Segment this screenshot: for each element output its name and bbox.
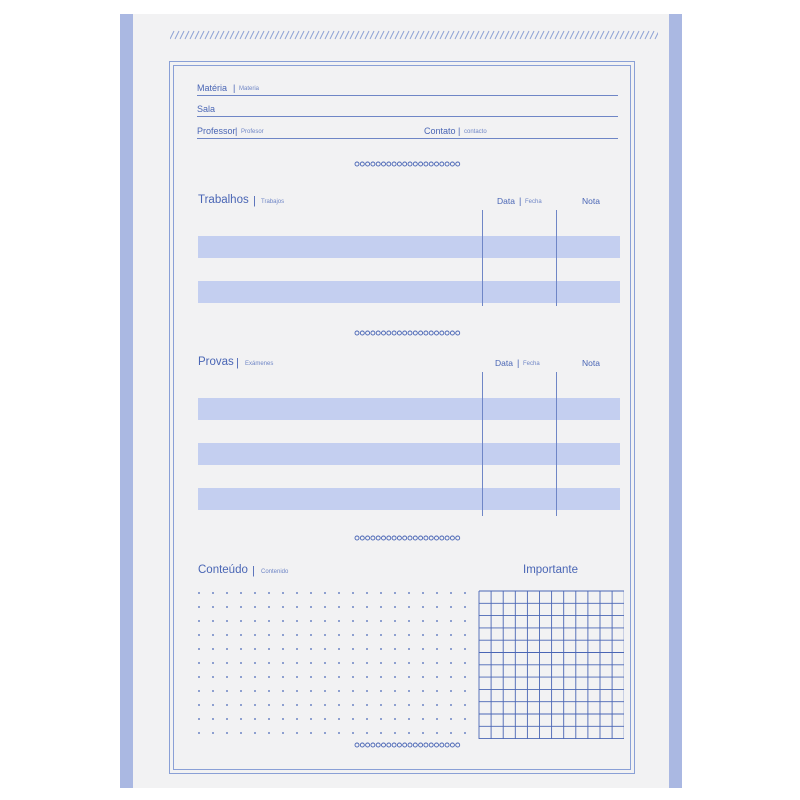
sala-line <box>197 116 618 117</box>
trabalhos-separator: | <box>253 195 256 207</box>
contato-separator: | <box>458 126 461 136</box>
right-color-band <box>669 14 682 788</box>
trabalhos-date-sub-label: Fecha <box>525 199 542 205</box>
ring-divider <box>354 330 464 336</box>
contato-sub-label: contacto <box>464 129 487 135</box>
trabalhos-date-separator: | <box>519 196 522 206</box>
top-hatch-decoration <box>170 30 658 40</box>
trabalhos-date-column-line <box>482 210 483 306</box>
notebook-page <box>120 14 682 788</box>
left-color-band <box>120 14 133 788</box>
provas-sub-title: Exámenes <box>245 361 274 367</box>
sala-label: Sala <box>197 104 216 114</box>
trabalhos-title: Trabalhos <box>198 194 249 206</box>
importante-title: Importante <box>523 564 578 576</box>
conteudo-separator: | <box>252 565 255 577</box>
conteudo-sub-title: Contenido <box>261 569 289 575</box>
ring-divider <box>354 742 464 748</box>
professor-contato-line <box>197 138 618 139</box>
trabalhos-date-label: Data <box>497 196 515 206</box>
materia-line <box>197 95 618 96</box>
square-grid-area[interactable] <box>478 590 624 740</box>
materia-sub-label: Materia <box>239 86 260 92</box>
materia-separator: | <box>233 83 236 93</box>
materia-label: Matéria <box>197 83 228 93</box>
trabalhos-grade-label: Nota <box>582 196 600 206</box>
provas-date-separator: | <box>517 358 520 368</box>
trabalhos-grade-column-line <box>556 210 557 306</box>
provas-grade-column-line <box>556 372 557 516</box>
dot-grid-area[interactable] <box>196 590 476 740</box>
conteudo-title: Conteúdo <box>198 564 248 576</box>
trabalhos-sub-title: Trabajos <box>261 199 285 205</box>
professor-sub-label: Profesor <box>241 129 264 135</box>
professor-label: Professor <box>197 126 236 136</box>
provas-grade-label: Nota <box>582 358 600 368</box>
provas-date-column-line <box>482 372 483 516</box>
provas-separator: | <box>236 357 239 369</box>
contato-label: Contato <box>424 126 456 136</box>
provas-date-sub-label: Fecha <box>523 361 540 367</box>
ring-divider <box>354 161 464 167</box>
ring-divider <box>354 535 464 541</box>
provas-date-label: Data <box>495 358 513 368</box>
professor-separator: | <box>235 126 238 136</box>
provas-title: Provas <box>198 356 234 368</box>
